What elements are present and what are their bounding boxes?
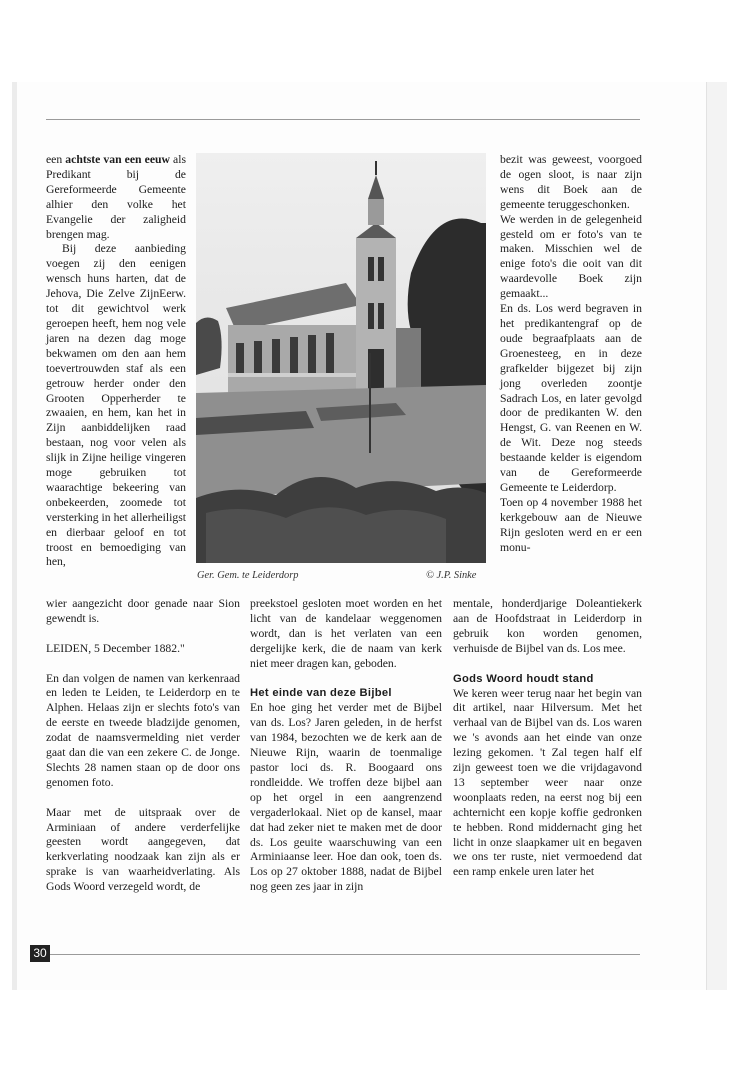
column-1-top <box>46 153 186 570</box>
column-3-top <box>500 153 642 555</box>
paragraph: Toen op 4 november 1988 het kerkgebouw aan de Nieuwe Rijn gesloten werd en er een monu- <box>500 495 642 554</box>
section-heading: Gods Woord houdt stand <box>453 672 594 685</box>
header-rule <box>46 119 640 120</box>
church-photo <box>196 153 486 563</box>
paragraph: wier aangezicht door genade naar Sion gewendt is. <box>46 597 240 625</box>
paragraph: We keren weer terug naar het begin van dit artikel, naar Hilversum. Met het verhaal van de Bijbel van ds. Los waren we 's avonds aan het einde van onze lezing gekomen. 't Zal tegen half elf zijn geweest toen we die vrijdagavond 13 september weer naar onze woonplaats reden, na eerst nog bij een achternicht een kopje koffie gedronken te hebben. Rond middernacht ging het licht in onze slaapkamer uit en begaven we ons ter ruste, niet vermoedend dat een ramp enkele uren later het <box>453 686 642 879</box>
page-number: 30 <box>30 945 50 962</box>
church-photo-image <box>196 153 486 563</box>
paragraph: LEIDEN, 5 December 1882." <box>46 641 185 655</box>
paragraph: preekstoel gesloten moet worden en het licht van de kandelaar weggenomen wordt, dan is het verlaten van een dergelijke kerk, die de naam van kerk niet meer dragen kan, geboden. <box>250 597 442 670</box>
page-right-edge <box>706 82 727 990</box>
paragraph: een achtste van een eeuw als Predikant bij de Gereformeerde Gemeente alhier den volke het Evangelie der zaligheid brengen mag. <box>46 153 187 241</box>
footer-rule <box>46 954 640 955</box>
paragraph: mentale, honderdjarige Doleantiekerk aan de Hoofdstraat in Leiderdorp in gebruik kon worden genomen, verhuisde de Bijbel van ds. Los mee. <box>453 597 642 655</box>
paragraph: En ds. Los werd begraven in het predikantengraf op de oude begraafplaats aan de Groenesteeg, en in deze grafkelder bijgezet bij zijn jong overleden zoontje Sadrach Los, en later gevolgd door de predikanten W. den Hengst, G. van Reenen en W. de Wit. Deze nog steeds bestaande kelder is eigendom van de Gereformeerde Gemeente te Leiderdorp. <box>500 302 642 494</box>
photo-caption: Ger. Gem. te Leiderdorp <box>197 570 299 581</box>
paragraph: En hoe ging het verder met de Bijbel van ds. Los? Jaren geleden, in de herfst van 1984, bezochten we de kerk aan de Nieuwe Rijn, waarin de toenmalige pastor loci ds. R. Boogaard ons rondleidde. We troffen deze bijbel aan op het orgel in een aangrenzend vergaderlokaal. Niet op de kansel, maar dat had zeker niet te maken met de door ds. Los geuite waarschuwing van een Arminiaanse leer. Hoe dan ook, toen ds. Los op 27 oktober 1888, nadat de Bijbel nog geen zes jaar in zijn <box>250 701 442 894</box>
photo-credit: © J.P. Sinke <box>426 570 477 581</box>
column-1-bottom <box>46 597 240 895</box>
paragraph: Maar met de uitspraak over de Arminiaan of andere verderfelijke geesten wordt aangegeven, dat kerkverlating noodzaak kan zijn als er sprake is van waarheidverlating. Als Gods Woord verzegeld wordt, de <box>46 805 240 894</box>
paragraph: bezit was geweest, voorgoed de ogen sloot, is naar zijn wens dit Boek aan de gemeente teruggeschonken. <box>500 153 642 211</box>
page-left-edge <box>12 82 17 990</box>
column-3-bottom <box>453 597 642 880</box>
paragraph: En dan volgen de namen van kerkenraad en leden te Leiden, te Leiderdorp en te Alphen. Helaas zijn er slechts foto's van de eerste en tweede bladzijde genomen, zodat de naamsvermelding niet verder gaat dan die van een zekere C. de Jonge. Slechts 28 namen staan op de door ons genomen foto. <box>46 671 240 789</box>
column-2 <box>250 597 442 895</box>
section-heading: Het einde van deze Bijbel <box>250 687 392 700</box>
paragraph: Bij deze aanbieding voegen zij den eenigen wensch huns harten, dat de Jehova, Die Zelve ZijnEerw. tot dit gewichtvol werk geroepen heeft, hem nog vele jaren na dezen dag moge bekwamen om den aan hem toevertrouwden staf als een getrouw herder onder den Grooten Opperherder te zwaaien, en hem, kan het in Zijn aanbiddelijken raad bestaan, nog voor velen als slijk in Zijne heilige vingeren moge gebruiken tot waarachtige bekeering van onbekeerden, zoomede tot versterking in het allerheiligst en dierbaar geloof en tot troost en bemoediging van hen, <box>46 242 186 569</box>
paragraph: We werden in de gelegenheid gesteld om er foto's van te maken. Misschien wel de enige foto's die ooit van dit waardevolle Boek zijn gemaakt... <box>500 212 642 301</box>
bold-phrase: achtste van een eeuw <box>65 153 170 166</box>
